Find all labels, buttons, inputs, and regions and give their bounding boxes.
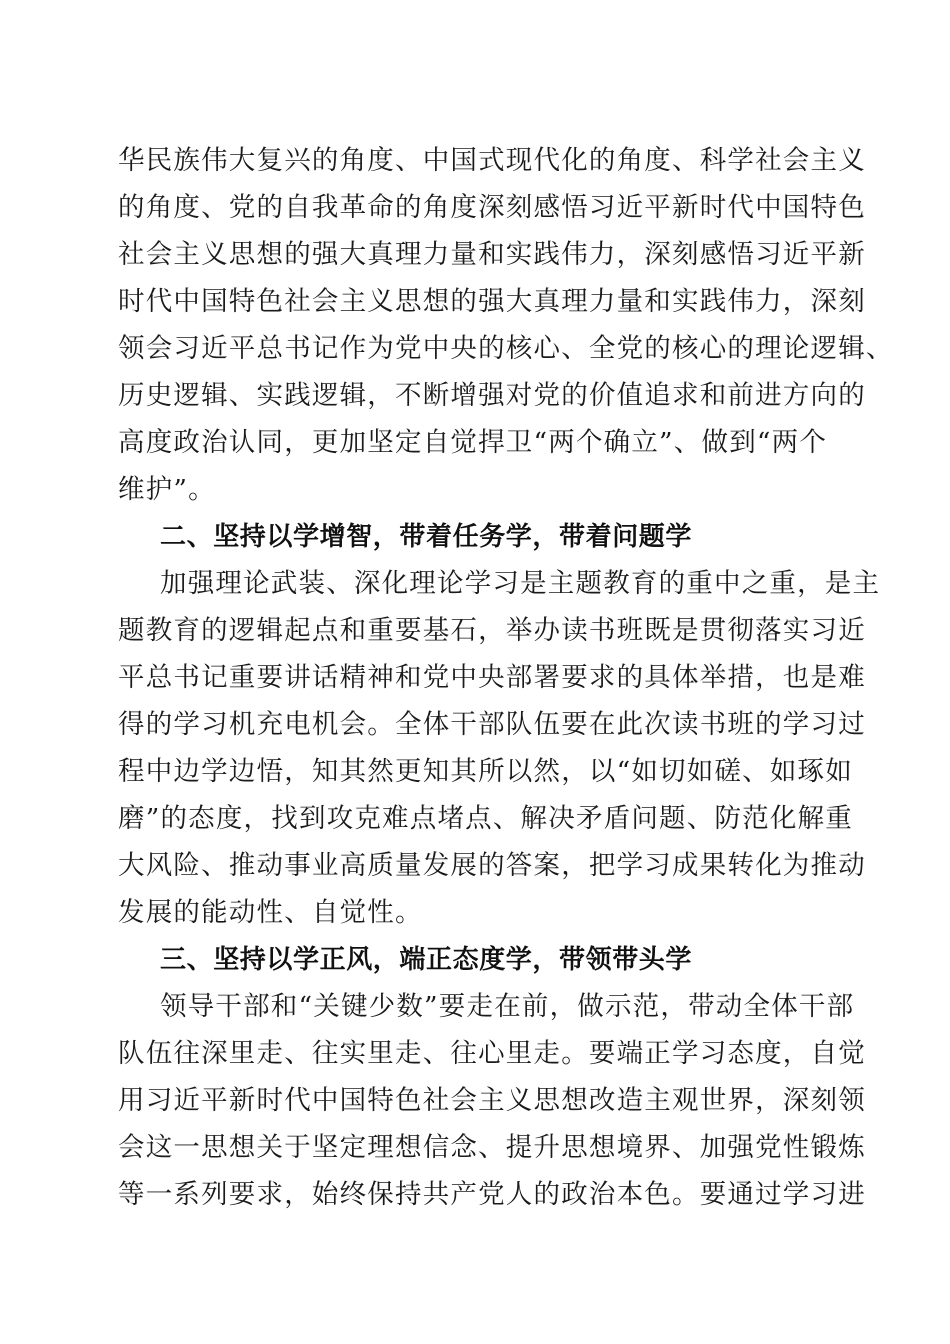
paragraph-line: 用习近平新时代中国特色社会主义思想改造主观世界，深刻领: [118, 1085, 866, 1116]
paragraph-line: 华民族伟大复兴的角度、中国式现代化的角度、科学社会主义: [118, 145, 866, 176]
paragraph-first-line: 领导干部和“关键少数”要走在前，做示范，带动全体干部: [160, 991, 855, 1022]
paragraph-line: 历史逻辑、实践逻辑，不断增强对党的价值追求和前进方向的: [118, 380, 866, 411]
paragraph-line: 队伍往深里走、往实里走、往心里走。要端正学习态度，自觉: [118, 1038, 866, 1069]
paragraph-line: 程中边学边悟，知其然更知其所以然，以“如切如磋、如琢如: [118, 756, 853, 787]
paragraph-line: 领会习近平总书记作为党中央的核心、全党的核心的理论逻辑、: [118, 333, 894, 364]
paragraph-first-line: 加强理论武装、深化理论学习是主题教育的重中之重，是主: [160, 568, 881, 599]
paragraph-line: 平总书记重要讲话精神和党中央部署要求的具体举措，也是难: [118, 662, 866, 693]
paragraph-line: 社会主义思想的强大真理力量和实践伟力，深刻感悟习近平新: [118, 239, 866, 270]
paragraph-line: 会这一思想关于坚定理想信念、提升思想境界、加强党性锻炼: [118, 1132, 866, 1163]
paragraph-line: 时代中国特色社会主义思想的强大真理力量和实践伟力，深刻: [118, 286, 866, 317]
paragraph-line: 得的学习机充电机会。全体干部队伍要在此次读书班的学习过: [118, 709, 866, 740]
paragraph-line: 的角度、党的自我革命的角度深刻感悟习近平新时代中国特色: [118, 192, 866, 223]
paragraph-line: 磨”的态度，找到攻克难点堵点、解决矛盾问题、防范化解重: [118, 803, 853, 834]
paragraph-line: 发展的能动性、自觉性。: [118, 897, 423, 928]
paragraph-line: 高度政治认同，更加坚定自觉捍卫“两个确立”、做到“两个: [118, 427, 828, 458]
paragraph-line: 大风险、推动事业高质量发展的答案，把学习成果转化为推动: [118, 850, 866, 881]
section-heading-three: 三、坚持以学正风，端正态度学，带领带头学: [160, 945, 693, 975]
paragraph-line: 等一系列要求，始终保持共产党人的政治本色。要通过学习进: [118, 1179, 866, 1210]
paragraph-line: 维护”。: [118, 474, 216, 505]
paragraph-line: 题教育的逻辑起点和重要基石，举办读书班既是贯彻落实习近: [118, 615, 866, 646]
section-heading-two: 二、坚持以学增智，带着任务学，带着问题学: [160, 522, 693, 552]
